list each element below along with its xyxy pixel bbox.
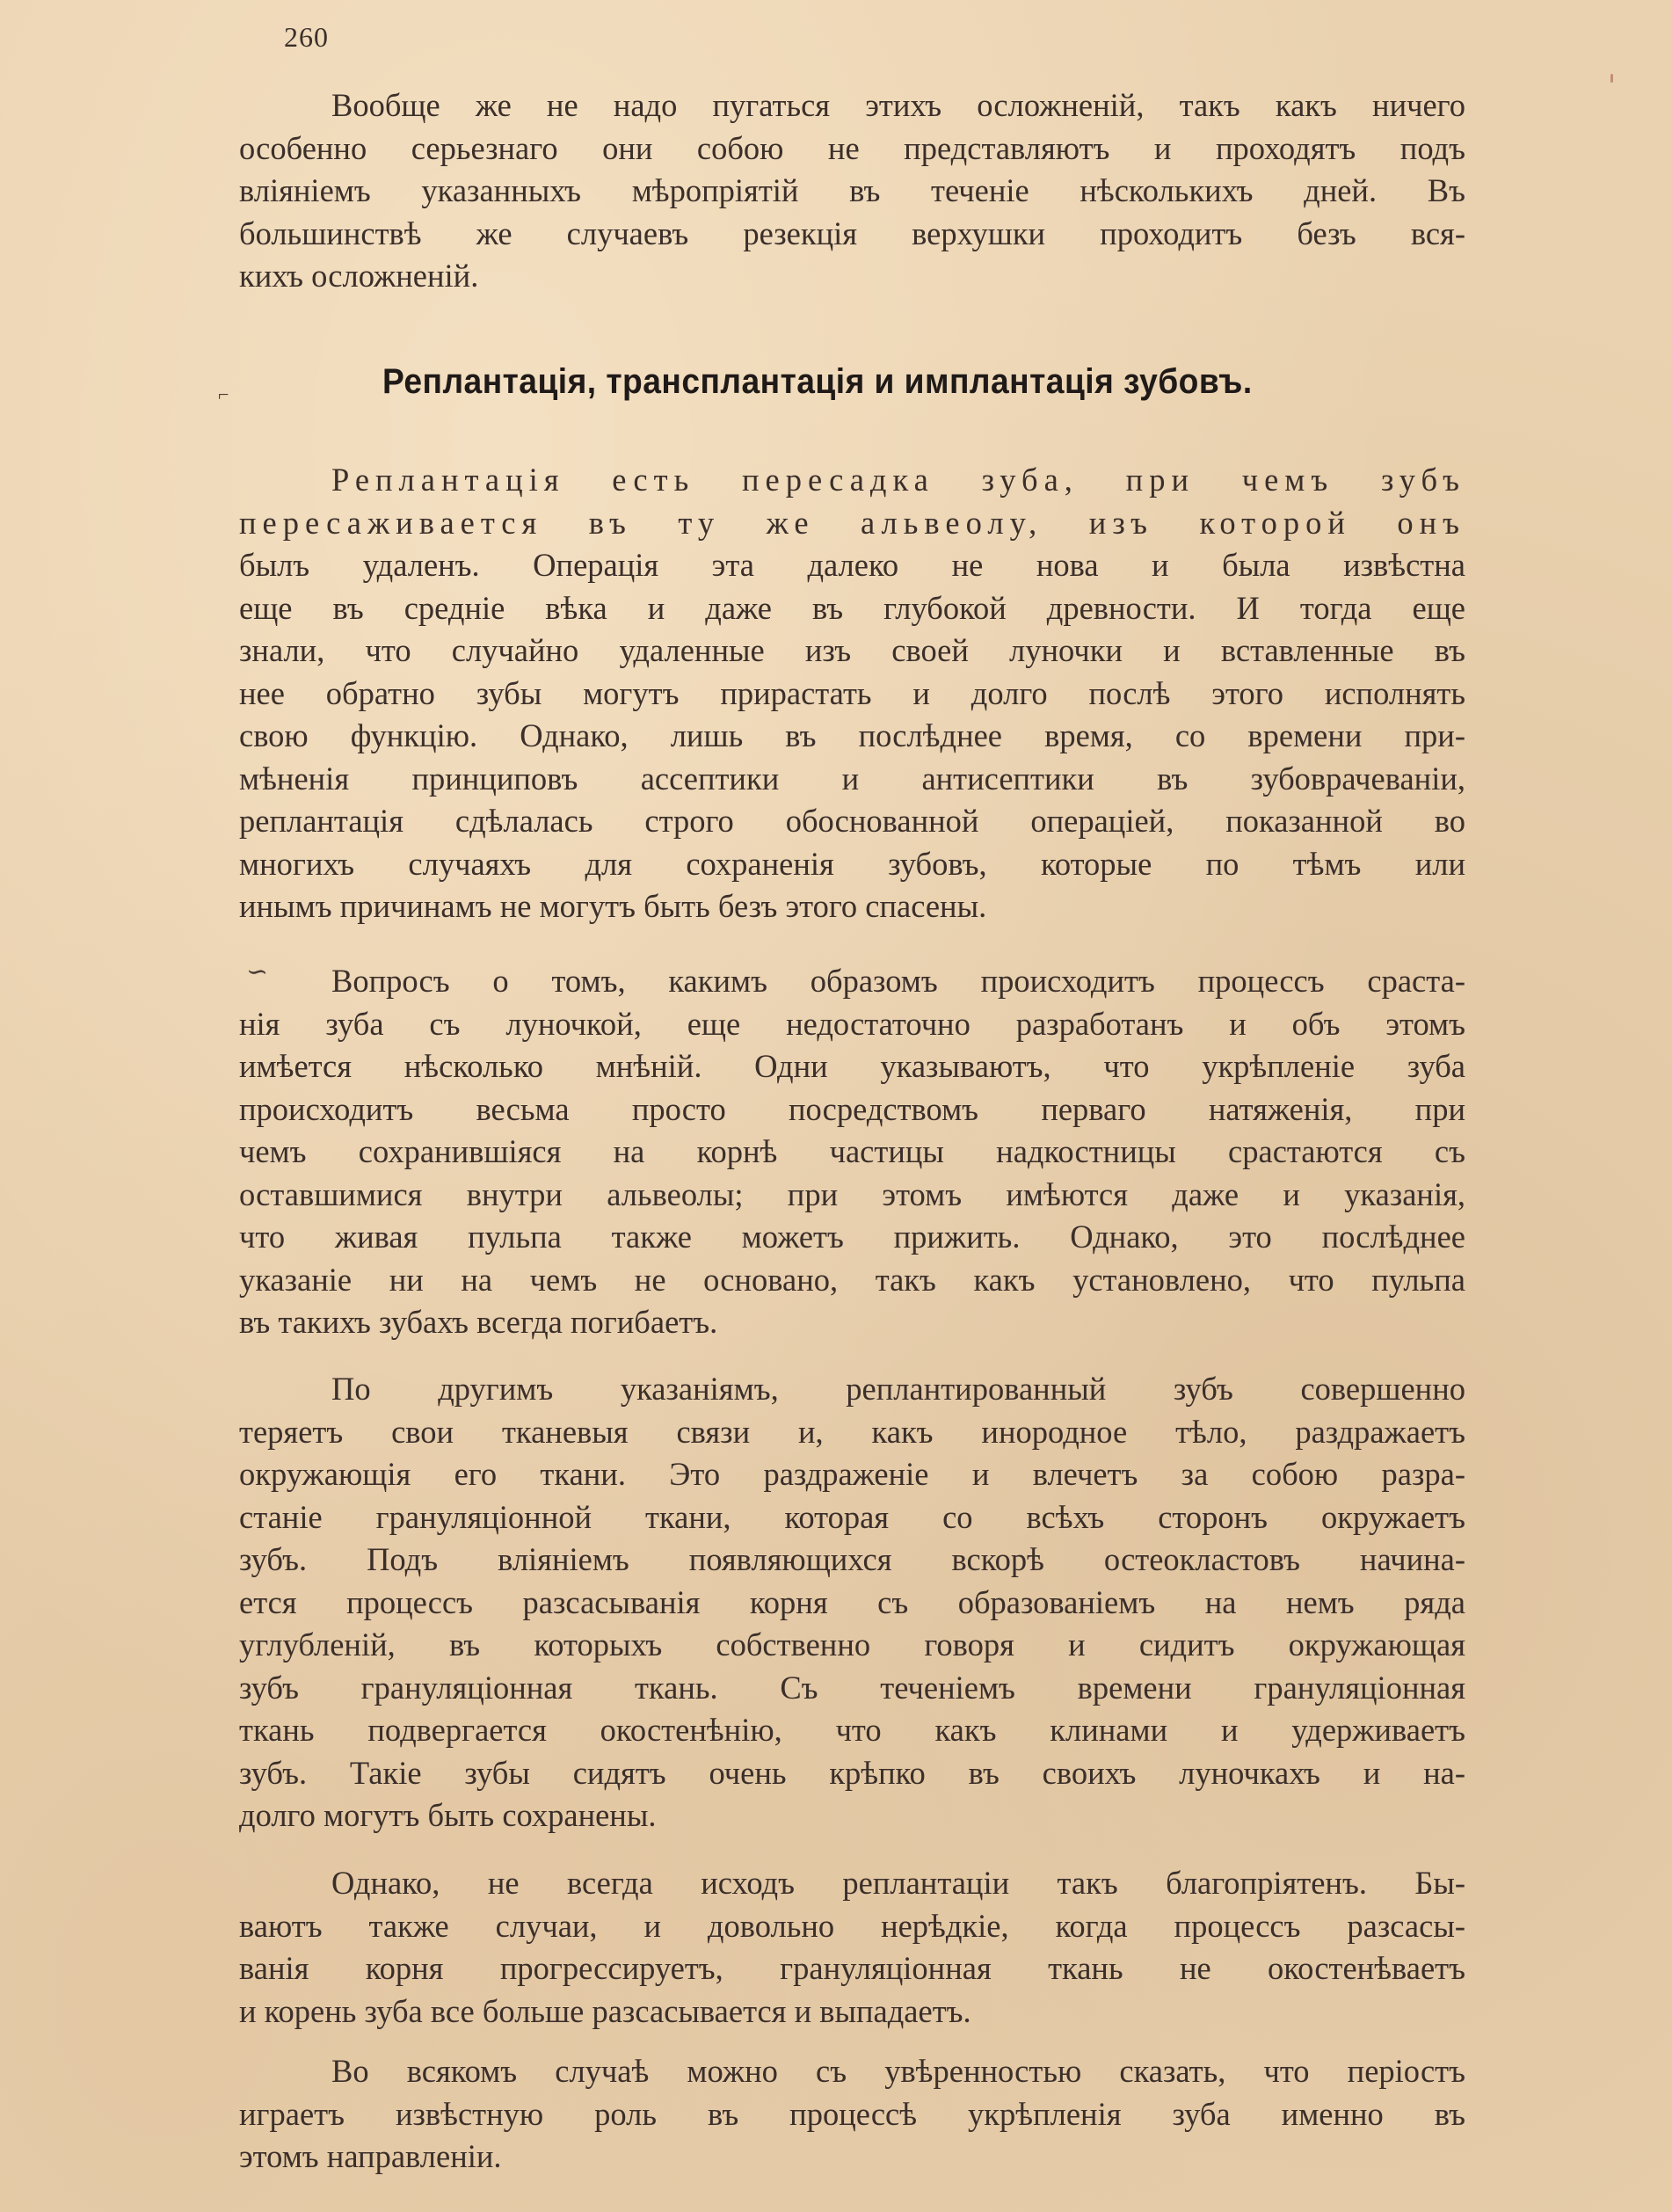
- text-line: зубъ. Подъ вліяніемъ появляющихся вскорѣ остеокластовъ начина-: [239, 1541, 1465, 1577]
- paragraph-complications: [239, 84, 1465, 298]
- text-line: многихъ случаяхъ для сохраненія зубовъ, которые по тѣмъ или: [239, 845, 1465, 882]
- text-line: вліяніемъ указанныхъ мѣропріятій въ теченіе нѣсколькихъ дней. Въ: [239, 172, 1465, 208]
- text-line: былъ удаленъ. Операція эта далеко не нова и была извѣстна: [239, 547, 1465, 583]
- text-line: свою функцію. Однако, лишь въ послѣднее время, со времени при-: [239, 717, 1465, 753]
- page-number: 260: [284, 21, 329, 53]
- text-line: оставшимися внутри альвеолы; при этомъ имѣются даже и указанія,: [239, 1175, 1465, 1212]
- section-heading: Реплантація, трансплантація и имплантація зубовъ.: [382, 362, 1253, 401]
- text-line: что живая пульпа также можетъ прижить. Однако, это послѣднее: [239, 1219, 1465, 1255]
- text-line: окружающія его ткани. Это раздраженіе и влечетъ за собою разра-: [239, 1456, 1465, 1492]
- text-line: въ такихъ зубахъ всегда погибаетъ.: [239, 1304, 718, 1340]
- text-line: особенно серьезнаго они собою не представляютъ и проходятъ подъ: [239, 129, 1465, 166]
- text-line: знали, что случайно удаленные изъ своей луночки и вставленные въ: [239, 632, 1465, 668]
- paper-speck: [1610, 74, 1613, 83]
- text-line: Реплантація есть пересадка зуба, при чемъ зубъ: [331, 462, 1465, 498]
- paragraph-fusion-question: [239, 960, 1465, 1344]
- text-line: большинствѣ же случаевъ резекція верхушки проходитъ безъ вся-: [239, 215, 1465, 251]
- text-line: имѣется нѣсколько мнѣній. Одни указываютъ, что укрѣпленіе зуба: [239, 1048, 1465, 1084]
- text-line: указаніе ни на чемъ не основано, такъ какъ установлено, что пульпа: [239, 1261, 1465, 1298]
- text-line: нее обратно зубы могутъ прирастать и долго послѣ этого исполнять: [239, 674, 1465, 711]
- text-line: играетъ извѣстную роль въ процессѣ укрѣпленія зуба именно въ: [239, 2095, 1465, 2132]
- margin-pencil-dash: ⌐: [218, 383, 229, 405]
- text-line: Однако, не всегда исходъ реплантаціи такъ благопріятенъ. Бы-: [331, 1865, 1465, 1901]
- text-line: долго могутъ быть сохранены.: [239, 1797, 657, 1833]
- text-line: ваютъ также случаи, и довольно нерѣдкіе, когда процессъ разсасы-: [239, 1907, 1465, 1944]
- text-line: нія зуба съ луночкой, еще недостаточно разработанъ и объ этомъ: [239, 1005, 1465, 1042]
- text-line: Во всякомъ случаѣ можно съ увѣренностью сказать, что періостъ: [331, 2053, 1465, 2089]
- margin-pencil-mark: ∽: [246, 957, 269, 986]
- text-line: ется процессъ разсасыванія корня съ образованіемъ на немъ ряда: [239, 1583, 1465, 1620]
- text-line: и корень зуба все больше разсасывается и выпадаетъ.: [239, 1992, 971, 2029]
- text-line: происходитъ весьма просто посредствомъ перваго натяженія, при: [239, 1090, 1465, 1127]
- text-line: теряетъ свои тканевыя связи и, какъ инородное тѣло, раздражаетъ: [239, 1413, 1465, 1450]
- text-line: инымъ причинамъ не могутъ быть безъ этого спасены.: [239, 888, 987, 924]
- text-line: ванія корня прогрессируетъ, грануляціонная ткань не окостенѣваетъ: [239, 1950, 1465, 1986]
- text-line: этомъ направленіи.: [239, 2138, 502, 2174]
- text-line: зубъ грануляціонная ткань. Съ теченіемъ времени грануляціонная: [239, 1669, 1465, 1706]
- text-line: зубъ. Такіе зубы сидятъ очень крѣпко въ своихъ луночкахъ и на-: [239, 1754, 1465, 1791]
- text-line: ткань подвергается окостенѣнію, что какъ клинами и удерживаетъ: [239, 1712, 1465, 1748]
- text-line: кихъ осложненій.: [239, 258, 479, 294]
- text-line: еще въ средніе вѣка и даже въ глубокой древности. И тогда еще: [239, 589, 1465, 626]
- text-line: углубленій, въ которыхъ собственно говоря и сидитъ окружающая: [239, 1626, 1465, 1663]
- text-line: пересаживается въ ту же альвеолу, изъ которой онъ: [239, 504, 1465, 541]
- text-line: По другимъ указаніямъ, реплантированный зубъ совершенно: [331, 1371, 1465, 1407]
- text-line: реплантація сдѣлалась строго обоснованной операціей, показанной во: [239, 803, 1465, 839]
- text-line: чемъ сохранившіяся на корнѣ частицы надкостницы срастаются съ: [239, 1133, 1465, 1169]
- paragraph-periosteum: [239, 2050, 1465, 2179]
- text-line: Вообще же не надо пугаться этихъ осложненій, такъ какъ ничего: [331, 87, 1465, 123]
- text-line: мѣненія принциповъ ассептики и антисептики въ зубоврачеваніи,: [239, 760, 1465, 797]
- paragraph-replantation-definition: [239, 459, 1465, 928]
- paragraph-other-views: [239, 1368, 1465, 1837]
- text-line: Вопросъ о томъ, какимъ образомъ происходитъ процессъ сраста-: [331, 963, 1465, 999]
- text-line: станіе грануляціонной ткани, которая со всѣхъ сторонъ окружаетъ: [239, 1498, 1465, 1535]
- paragraph-unfavorable-outcome: [239, 1862, 1465, 2033]
